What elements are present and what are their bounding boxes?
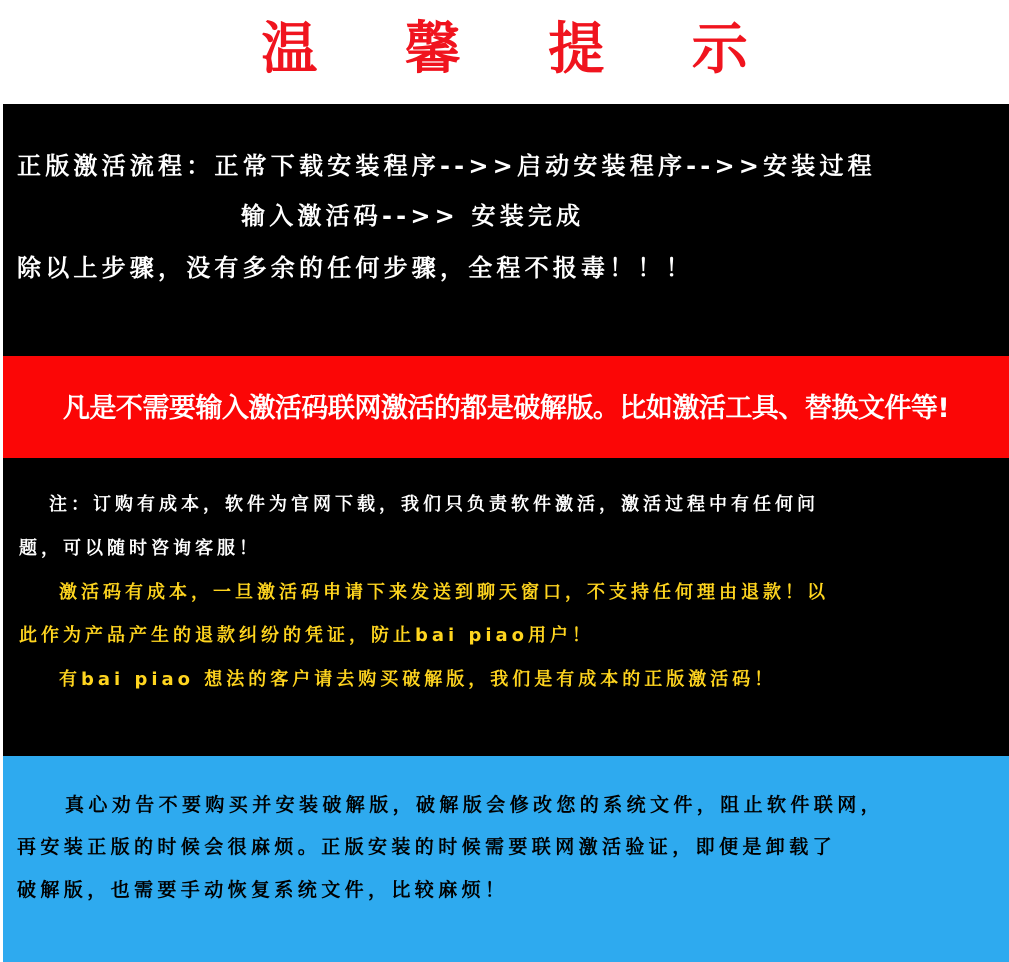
- process-line-1: 正版激活流程：正常下载安装程序-->>启动安装程序-->>安装过程: [17, 152, 876, 180]
- process-line-3: 除以上步骤，没有多余的任何步骤，全程不报毒！！！: [17, 254, 694, 282]
- note-panel: [3, 458, 1009, 756]
- cracked-version-warning-panel: [3, 356, 1009, 458]
- title-band: [0, 0, 1009, 104]
- page-title: 温 馨 提 示: [261, 17, 782, 82]
- advice-line-1: 真心劝告不要购买并安装破解版，破解版会修改您的系统文件，阻止软件联网，: [65, 794, 885, 816]
- activation-process-panel: [3, 104, 1009, 356]
- refund-line-2: 此作为产品产生的退款纠纷的凭证，防止bai piao用户！: [19, 625, 595, 646]
- advice-line-3: 破解版，也需要手动恢复系统文件，比较麻烦！: [17, 879, 509, 901]
- advice-line-2: 再安装正版的时候会很麻烦。正版安装的时候需要联网激活验证，即便是卸载了: [17, 836, 837, 858]
- note-line-2: 题，可以随时咨询客服！: [19, 538, 261, 559]
- process-line-2: 输入激活码-->> 安装完成: [241, 202, 585, 230]
- refund-line-3: 有bai piao 想法的客户请去购买破解版，我们是有成本的正版激活码！: [59, 669, 777, 690]
- cracked-version-warning-text: 凡是不需要输入激活码联网激活的都是破解版。比如激活工具、替换文件等!: [62, 393, 950, 424]
- advice-panel: [3, 756, 1009, 962]
- note-line-1: 注：订购有成本，软件为官网下载，我们只负责软件激活，激活过程中有任何问: [49, 494, 819, 515]
- refund-line-1: 激活码有成本，一旦激活码申请下来发送到聊天窗口，不支持任何理由退款！以: [59, 582, 829, 603]
